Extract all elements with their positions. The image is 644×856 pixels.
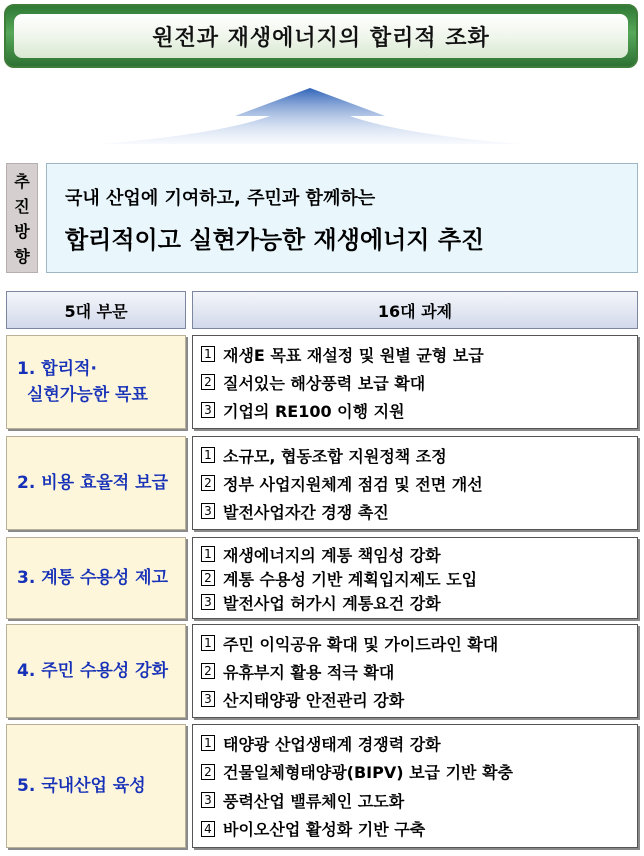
- task-number: 1: [201, 735, 215, 751]
- category-label: 1. 합리적·: [17, 359, 97, 379]
- task-item: [201, 542, 637, 566]
- task-text: 재생에너지의 계통 책임성 강화: [223, 545, 441, 565]
- category-5: [6, 724, 186, 848]
- direction-label-char: 추: [14, 172, 30, 191]
- task-text: 기업의 RE100 이행 지원: [223, 401, 405, 421]
- task-text: 재생E 목표 재설정 및 원별 균형 보급: [223, 345, 484, 365]
- task-item: [201, 497, 637, 525]
- task-number: 1: [201, 346, 215, 362]
- direction-subtitle: 국내 산업에 기여하고, 주민과 함께하는: [65, 188, 376, 209]
- task-item: [201, 685, 637, 713]
- task-number: 2: [201, 764, 215, 780]
- task-item: [201, 815, 637, 843]
- task-item: [201, 590, 637, 614]
- task-item: [201, 340, 637, 368]
- task-list-5: [192, 724, 638, 848]
- up-arrow-icon: [100, 86, 520, 146]
- task-list-3: [192, 537, 638, 619]
- task-text: 산지태양광 안전관리 강화: [223, 690, 405, 710]
- task-item: [201, 441, 637, 469]
- task-number: 3: [201, 691, 215, 707]
- task-number: 2: [201, 663, 215, 679]
- category-2: [6, 436, 186, 530]
- category-label: 실현가능한 목표: [27, 385, 148, 405]
- task-item: [201, 729, 637, 757]
- category-label: 5. 국내산업 육성: [17, 776, 146, 796]
- task-item: [201, 396, 637, 424]
- task-item: [201, 368, 637, 396]
- task-item: [201, 786, 637, 814]
- page-title: 원전과 재생에너지의 합리적 조화: [14, 14, 628, 58]
- task-list-4: [192, 624, 638, 718]
- task-item: [201, 657, 637, 685]
- task-item: [201, 629, 637, 657]
- task-number: 3: [201, 503, 215, 519]
- task-number: 3: [201, 594, 215, 610]
- task-number: 3: [201, 792, 215, 808]
- task-text: 발전사업자간 경쟁 촉진: [223, 502, 389, 522]
- direction-main: 합리적이고 실현가능한 재생에너지 추진: [65, 226, 485, 254]
- direction-box: [46, 163, 638, 273]
- category-label: 4. 주민 수용성 강화: [17, 661, 168, 681]
- category-label: 2. 비용 효율적 보급: [17, 473, 168, 493]
- task-text: 건물일체형태양광(BIPV) 보급 기반 확충: [223, 763, 513, 783]
- task-text: 태양광 산업생태계 경쟁력 강화: [223, 734, 441, 754]
- task-number: 1: [201, 546, 215, 562]
- task-text: 발전사업 허가시 계통요건 강화: [223, 593, 441, 613]
- title-banner: [4, 4, 638, 68]
- direction-label-char: 방: [14, 222, 30, 241]
- header-categories: 5대 부문: [6, 291, 186, 329]
- header-tasks: 16대 과제: [192, 291, 638, 329]
- task-text: 소규모, 협동조합 지원정책 조정: [223, 446, 447, 466]
- task-number: 1: [201, 447, 215, 463]
- category-3: [6, 537, 186, 619]
- task-item: [201, 758, 637, 786]
- task-number: 2: [201, 570, 215, 586]
- task-text: 질서있는 해상풍력 보급 확대: [223, 373, 426, 393]
- task-item: [201, 566, 637, 590]
- task-number: 3: [201, 402, 215, 418]
- task-text: 정부 사업지원체계 점검 및 전면 개선: [223, 474, 483, 494]
- category-1: [6, 335, 186, 429]
- task-number: 1: [201, 635, 215, 651]
- direction-label: [6, 163, 38, 273]
- task-item: [201, 469, 637, 497]
- task-text: 계통 수용성 기반 계획입지제도 도입: [223, 569, 478, 589]
- task-list-2: [192, 436, 638, 530]
- task-number: 2: [201, 374, 215, 390]
- task-list-1: [192, 335, 638, 429]
- category-4: [6, 624, 186, 718]
- task-number: 4: [201, 821, 215, 837]
- task-text: 풍력산업 밸류체인 고도화: [223, 791, 405, 811]
- category-label: 3. 계통 수용성 제고: [17, 568, 168, 588]
- direction-label-char: 진: [14, 197, 30, 216]
- task-number: 2: [201, 475, 215, 491]
- task-text: 유휴부지 활용 적극 확대: [223, 662, 395, 682]
- task-text: 바이오산업 활성화 기반 구축: [223, 820, 426, 840]
- task-text: 주민 이익공유 확대 및 가이드라인 확대: [223, 634, 499, 654]
- direction-label-char: 향: [14, 247, 30, 266]
